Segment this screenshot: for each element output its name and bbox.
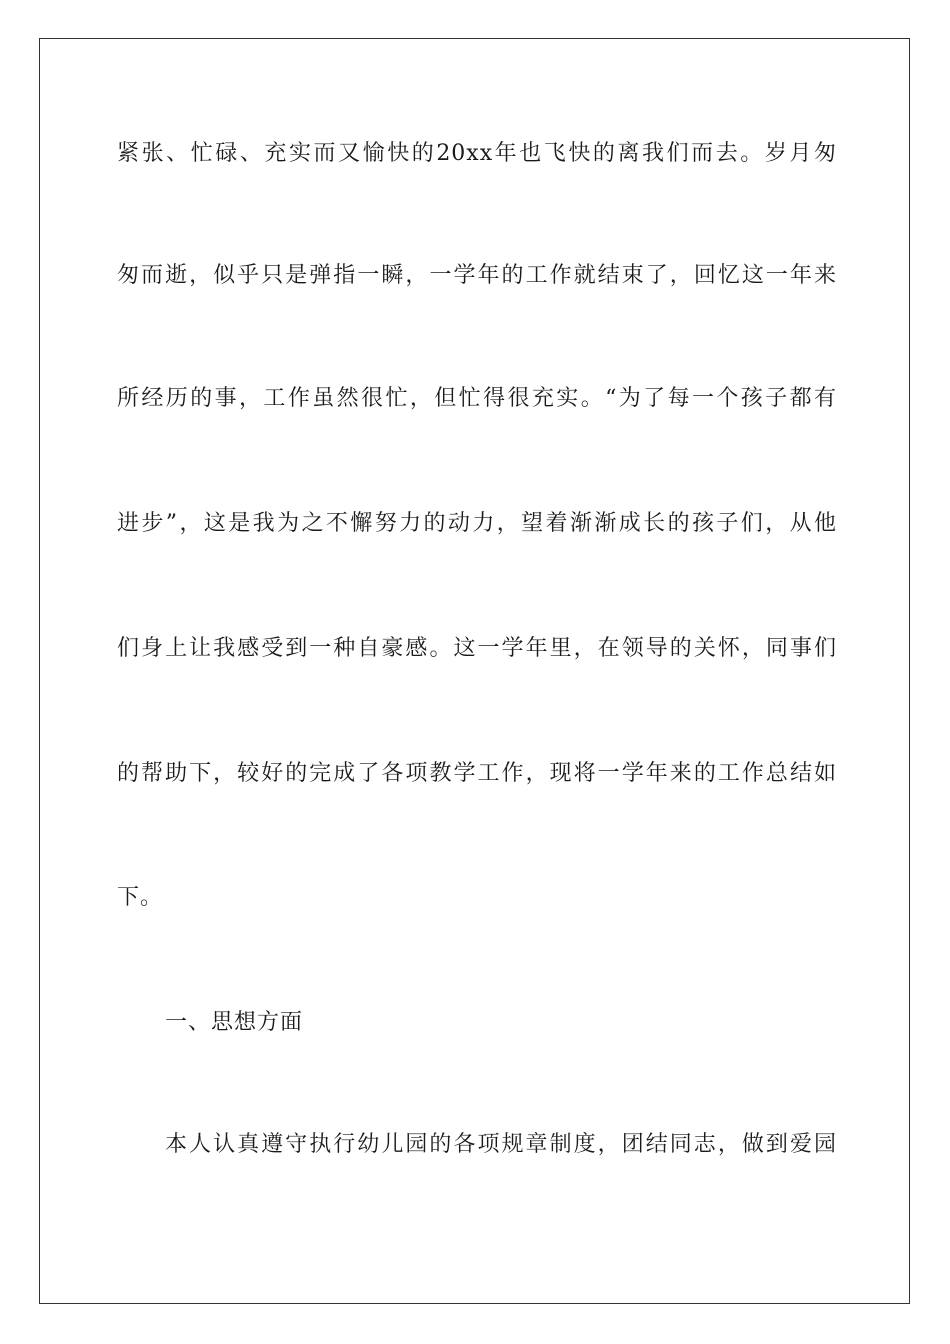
section-paragraph-line: 本人认真遵守执行幼儿园的各项规章制度，团结同志，做到爱园 [165, 1132, 837, 1157]
body-line-7: 下。 [117, 885, 164, 910]
body-line-6: 的帮助下，较好的完成了各项教学工作，现将一学年来的工作总结如 [117, 761, 837, 786]
body-line-3: 所经历的事，工作虽然很忙，但忙得很充实。“为了每一个孩子都有 [117, 386, 837, 411]
body-line-4: 进步”，这是我为之不懈努力的动力，望着渐渐成长的孩子们，从他 [117, 511, 837, 536]
section-heading: 一、思想方面 [165, 1010, 304, 1035]
body-line-5: 们身上让我感受到一种自豪感。这一学年里，在领导的关怀，同事们 [117, 636, 837, 661]
body-line-1: 紧张、忙碌、充实而又愉快的20xx年也飞快的离我们而去。岁月匆 [117, 141, 837, 166]
page-border [39, 38, 910, 1304]
body-line-2: 匆而逝，似乎只是弹指一瞬，一学年的工作就结束了，回忆这一年来 [117, 263, 837, 288]
